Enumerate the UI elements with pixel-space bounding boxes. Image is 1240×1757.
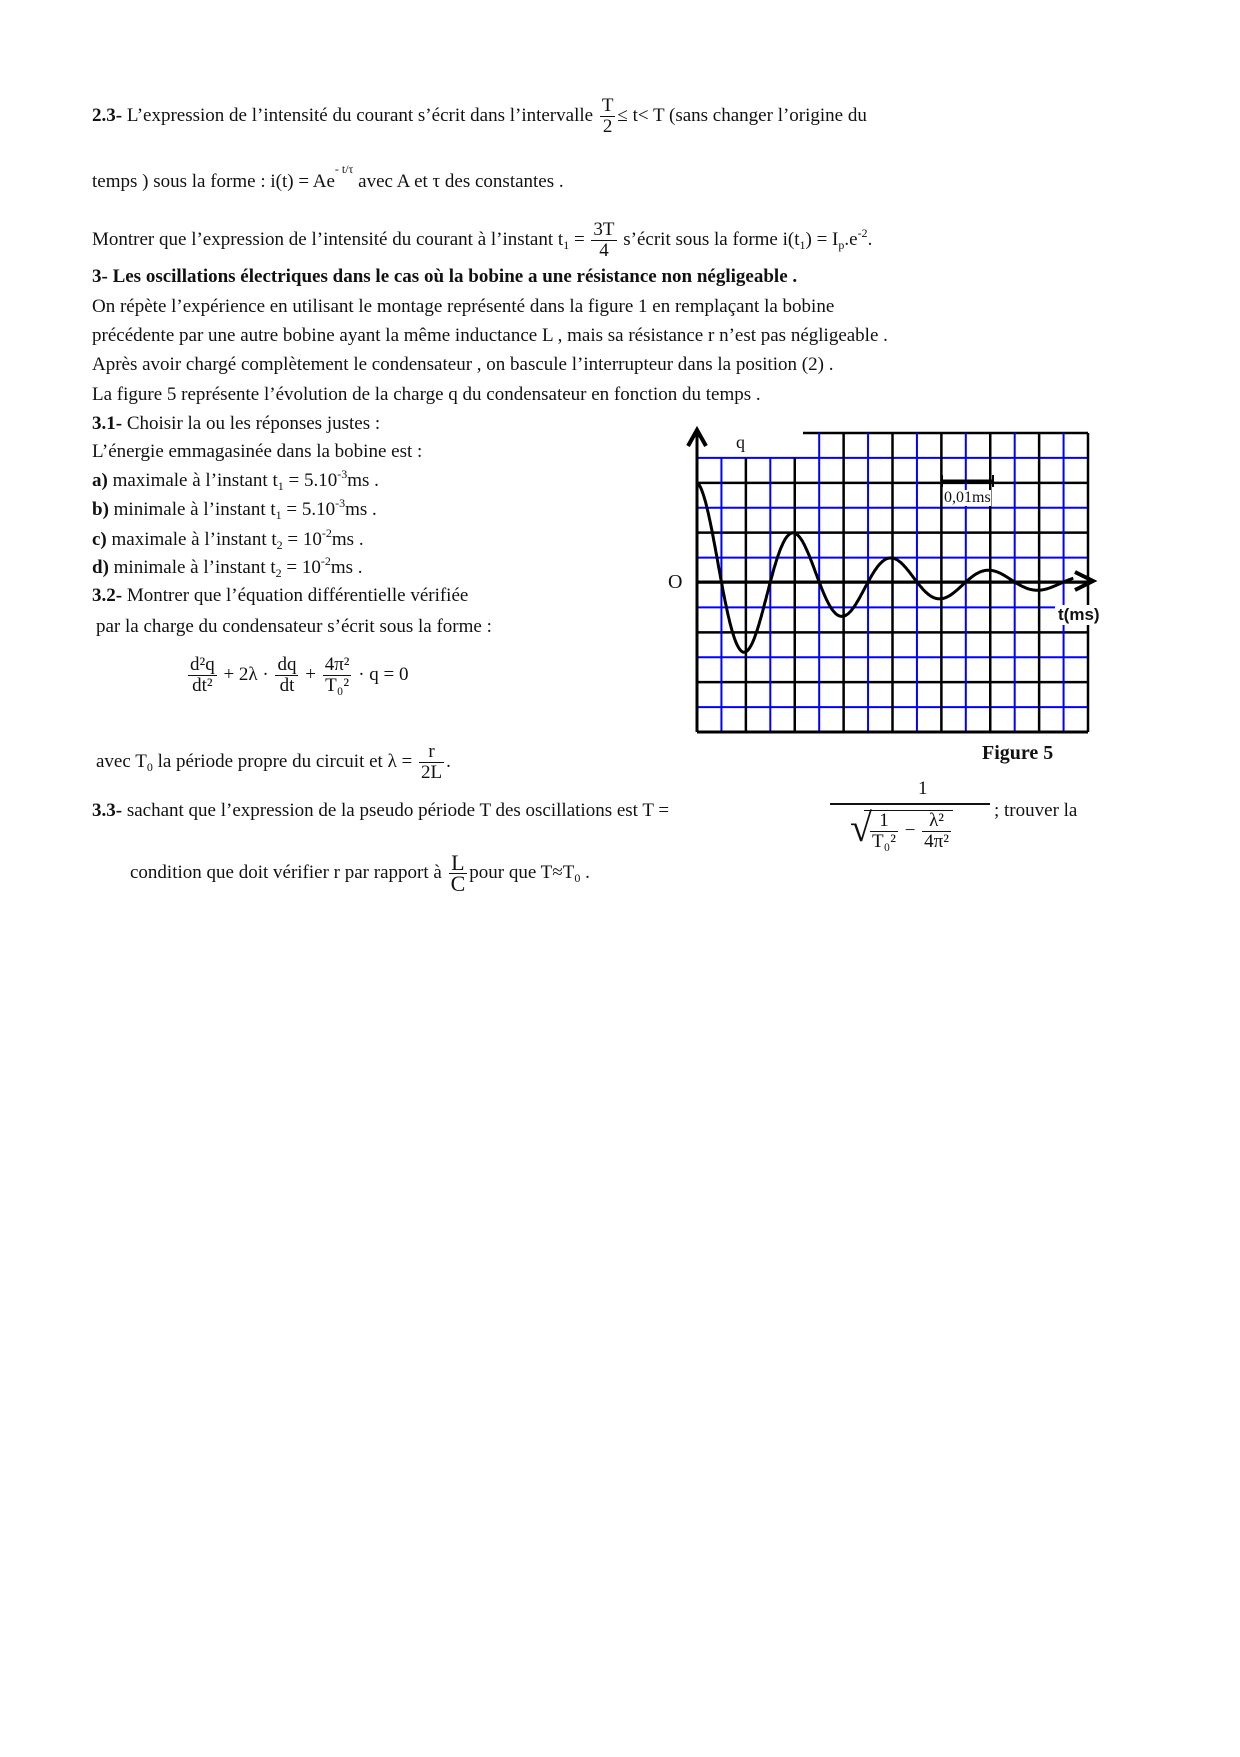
q31-text: Choisir la ou les réponses justes :	[122, 413, 381, 434]
sub: 1	[563, 237, 570, 252]
section-3-p4: La figure 5 représente l’évolution de la charge q du condensateur en fonction du temps .	[92, 384, 761, 405]
eq: = 5.10	[281, 499, 336, 520]
frac-num: 4π²	[324, 654, 350, 675]
sub: 1	[275, 508, 282, 522]
frac-den: C	[450, 871, 466, 896]
sup: -2	[320, 554, 331, 568]
figure-caption: Figure 5	[982, 742, 1054, 764]
eq: =	[569, 228, 590, 250]
q31-intro: L’énergie emmagasinée dans la bobine est :	[92, 441, 423, 462]
section-3-p2: précédente par une autre bobine ayant la même inductance L , mais sa résistance r n’est pas négligeable .	[92, 325, 888, 346]
q23-number: 2.3-	[92, 104, 123, 126]
text: s’écrit sous la forme i(t	[618, 228, 800, 250]
sup: -2	[321, 526, 332, 540]
frac-num: d²q	[190, 654, 215, 675]
frac-num: T	[601, 95, 614, 116]
sub: 0	[146, 759, 153, 774]
eq-term: +	[300, 663, 321, 685]
section-3-p3: Après avoir chargé complètement le condensateur , on bascule l’interrupteur dans la position (2) .	[92, 354, 834, 375]
frac-den: 4π²	[924, 831, 949, 852]
unit: ms .	[345, 499, 377, 520]
frac-num: L	[449, 853, 468, 874]
q32-number: 3.2-	[92, 585, 123, 606]
sub: 1	[799, 237, 806, 252]
origin-label: O	[668, 571, 683, 593]
q32-text2: par la charge du condensateur s’écrit sous la forme :	[96, 616, 492, 637]
section-3-p1: On répète l’expérience en utilisant le montage représenté dans la figure 1 en remplaçant la bobine	[92, 296, 835, 317]
text: avec T	[96, 750, 147, 772]
option-letter: d)	[92, 557, 109, 578]
text: la période propre du circuit et λ =	[152, 750, 418, 772]
text: .	[867, 228, 873, 250]
frac-den: 2	[602, 116, 613, 137]
q23-show-text: Montrer que l’expression de l’intensité du courant à l’instant t	[92, 228, 564, 250]
option-letter: b)	[92, 499, 109, 520]
frac-den: dt	[279, 675, 295, 696]
frac-num: dq	[277, 654, 297, 675]
sub: 2	[275, 566, 282, 580]
frac-den: 4	[599, 240, 609, 261]
text: condition que doit vérifier r par rapport à	[130, 861, 447, 883]
sub: 0	[574, 870, 581, 885]
frac-den: T₀²	[325, 675, 350, 696]
exponent: - t/τ	[334, 162, 354, 176]
frac-num: λ²	[922, 811, 951, 832]
text: .	[580, 861, 590, 883]
sup: -2	[857, 225, 868, 240]
unit: ms .	[330, 557, 363, 578]
frac-num: r	[419, 742, 444, 763]
sup: -3	[337, 467, 348, 481]
sup: -3	[335, 496, 346, 510]
option-text: minimale à l’instant t	[108, 557, 276, 578]
text: .	[446, 750, 451, 772]
q33-number: 3.3-	[92, 800, 123, 821]
text: ) = I	[805, 228, 839, 250]
text: pour que T≈T	[469, 861, 575, 883]
frac-den: T₀²	[872, 831, 896, 852]
q33-end: ; trouver la	[994, 800, 1078, 821]
eq: = 10	[281, 557, 321, 578]
eq-term: + 2λ ·	[218, 663, 274, 685]
minus: −	[899, 819, 921, 841]
option-letter: a)	[92, 470, 108, 491]
section-3-title: 3- Les oscillations électriques dans le cas où la bobine a une résistance non négligeable .	[92, 266, 798, 287]
eq: = 10	[282, 529, 322, 550]
frac-num: 3T	[593, 219, 615, 240]
eq: = 5.10	[283, 470, 338, 491]
period-numerator: 1	[918, 778, 928, 799]
q23-text-2: ≤ t< T (sans changer l’origine du	[617, 104, 867, 126]
constants-text: avec A et τ des constantes .	[353, 171, 564, 192]
text: .e	[844, 228, 858, 250]
y-axis-label: q	[736, 432, 745, 452]
eq-term: · q = 0	[353, 663, 409, 685]
unit: ms .	[347, 470, 379, 491]
sub: 1	[277, 479, 284, 493]
q31-number: 3.1-	[92, 413, 123, 434]
frac-num: √ 1	[870, 811, 898, 832]
q23-text: L’expression de l’intensité du courant s’écrit dans l’intervalle	[122, 104, 598, 126]
q32-text: Montrer que l’équation différentielle vérifiée	[122, 585, 469, 606]
sub: 2	[276, 538, 283, 552]
x-axis-label: t(ms)	[1055, 605, 1103, 625]
option-text: maximale à l’instant t	[106, 529, 277, 550]
q33-text: sachant que l’expression de la pseudo période T des oscillations est T =	[122, 800, 670, 821]
option-letter: c)	[92, 529, 107, 550]
option-text: maximale à l’instant t	[107, 470, 278, 491]
unit: ms .	[331, 529, 364, 550]
current-expression: temps ) sous la forme : i(t) = Ae	[92, 171, 335, 192]
sub: p	[838, 237, 845, 252]
frac-den: 2L	[421, 762, 443, 783]
option-text: minimale à l’instant t	[108, 499, 276, 520]
frac-den: dt²	[192, 675, 213, 696]
scale-label: 0,01ms	[944, 489, 991, 506]
